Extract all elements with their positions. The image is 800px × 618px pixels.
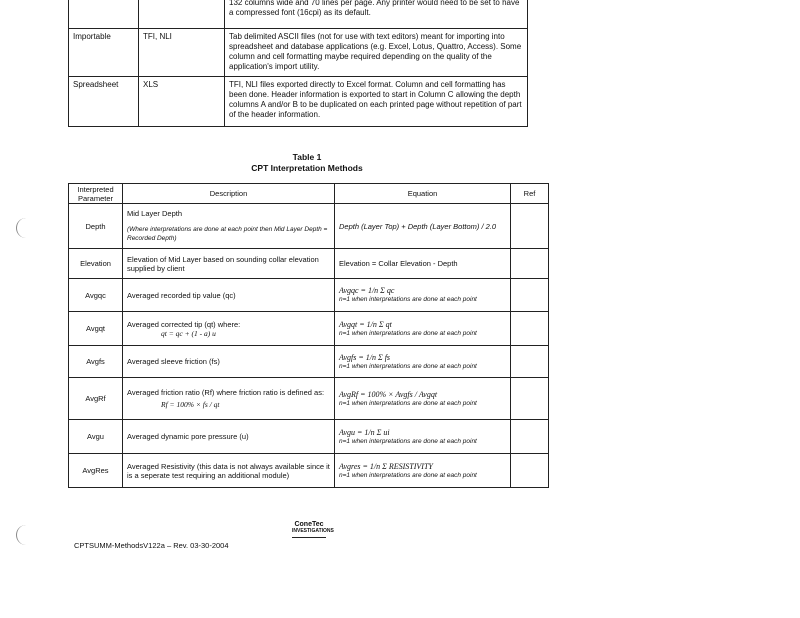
desc-text: Averaged corrected tip (qt) where: (127, 319, 241, 329)
header-param: Interpreted Parameter (69, 184, 123, 204)
param-cell: Avgu (69, 420, 123, 454)
format-name: Importable (69, 29, 139, 77)
table-row (69, 312, 549, 346)
eq-cell (335, 420, 511, 454)
eq-cell (335, 279, 511, 312)
ref-cell (511, 454, 549, 488)
equation: Avgfs = 1/n Σ fs (339, 352, 391, 362)
table-row (69, 0, 528, 29)
ref-cell (511, 378, 549, 420)
format-name: Spreadsheet (69, 77, 139, 127)
desc-cell: Averaged recorded tip value (qc) (123, 279, 335, 312)
eq-cell (335, 378, 511, 420)
scan-mark (16, 218, 27, 238)
equation-note: n=1 when interpretations are done at each point (339, 399, 477, 407)
equation-note: n=1 when interpretations are done at each point (339, 329, 477, 337)
footer-doc-id: CPTSUMM-MethodsV122a – Rev. 03-30-2004 (74, 541, 229, 550)
table-row (69, 29, 528, 77)
cpt-interpretation-table (68, 183, 549, 488)
eq-cell: Elevation = Collar Elevation - Depth (335, 249, 511, 279)
table-row (69, 77, 528, 127)
ref-cell (511, 249, 549, 279)
desc-note: (Where interpretations are done at each point then Mid Layer Depth = Recorded Depth) (127, 226, 328, 242)
eq-cell: Depth (Layer Top) + Depth (Layer Bottom) / 2.0 (335, 204, 511, 249)
equation-note: n=1 when interpretations are done at each point (339, 362, 477, 370)
eq-cell (335, 312, 511, 346)
table-row (69, 378, 549, 420)
output-formats-table (68, 0, 528, 127)
format-ext (139, 0, 225, 29)
desc-cell: Averaged Resistivity (this data is not always available since it is a seperate test requiring an additional module) (123, 454, 335, 488)
equation: Avgres = 1/n Σ RESISTIVITY (339, 461, 433, 471)
header-eq: Equation (335, 184, 511, 204)
desc-text: Mid Layer Depth (127, 209, 183, 218)
logo-name: ConeTec (294, 521, 324, 528)
desc-formula: qt = qc + (1 - a) u (161, 328, 216, 338)
equation: Avgqt = 1/n Σ qt (339, 319, 392, 329)
format-ext: TFI, NLI (139, 29, 225, 77)
desc-cell: Averaged sleeve friction (fs) (123, 346, 335, 378)
format-desc: Tab delimited ASCII files (not for use with text editors) meant for importing into spreadsheet and database applications (e.g. Excel, Lotus, Quattro, Access). Some column and cell formatting maybe required depending on the quality of the application's import utility. (225, 29, 528, 77)
desc-cell: Averaged dynamic pore pressure (u) (123, 420, 335, 454)
logo-subtitle: INVESTIGATIONS (292, 528, 334, 534)
table-row (69, 204, 549, 249)
desc-cell: Elevation of Mid Layer based on sounding collar elevation supplied by client (123, 249, 335, 279)
header-desc: Description (123, 184, 335, 204)
equation-note: n=1 when interpretations are done at each point (339, 471, 477, 479)
param-cell: AvgRf (69, 378, 123, 420)
ref-cell (511, 279, 549, 312)
table-row (69, 454, 549, 488)
ref-cell (511, 346, 549, 378)
desc-cell (123, 312, 335, 346)
param-cell: Depth (69, 204, 123, 249)
eq-cell (335, 454, 511, 488)
param-cell: Avgqt (69, 312, 123, 346)
param-cell: Avgqc (69, 279, 123, 312)
desc-formula: Rf = 100% × fs / qt (161, 400, 220, 409)
ref-cell (511, 204, 549, 249)
eq-cell (335, 346, 511, 378)
param-cell: AvgRes (69, 454, 123, 488)
table-row (69, 279, 549, 312)
desc-cell (123, 204, 335, 249)
table-header-row (69, 184, 549, 204)
ref-cell (511, 312, 549, 346)
header-ref: Ref (511, 184, 549, 204)
format-desc: 132 columns wide and 70 lines per page. Any printer would need to be set to have a compressed font (16cpi) as its default. (225, 0, 528, 29)
desc-text: Averaged friction ratio (Rf) where friction ratio is defined as: (127, 388, 325, 397)
equation: AvgRf = 100% × Avgfs / Avgqt (339, 389, 438, 399)
table-row (69, 420, 549, 454)
format-desc: TFI, NLI files exported directly to Excel format. Column and cell formatting has been done. Header information is exported to start in Column C allowing the depth columns A and/or B to be duplicated on each printed page without repetition of part of the header information. (225, 77, 528, 127)
param-cell: Elevation (69, 249, 123, 279)
equation: Avgu = 1/n Σ ui (339, 427, 390, 437)
ref-cell (511, 420, 549, 454)
table-row (69, 346, 549, 378)
param-cell: Avgfs (69, 346, 123, 378)
logo-underline (292, 537, 326, 538)
table-row (69, 249, 549, 279)
equation-note: n=1 when interpretations are done at each point (339, 296, 477, 303)
desc-cell (123, 378, 335, 420)
table-number: Table 1 (292, 152, 322, 162)
equation: Avgqc = 1/n Σ qc (339, 286, 395, 295)
equation-note: n=1 when interpretations are done at each point (339, 437, 477, 445)
format-name (69, 0, 139, 29)
table-title: CPT Interpretation Methods (251, 163, 363, 173)
scan-mark (16, 525, 27, 545)
format-ext: XLS (139, 77, 225, 127)
conetec-logo (292, 521, 334, 538)
